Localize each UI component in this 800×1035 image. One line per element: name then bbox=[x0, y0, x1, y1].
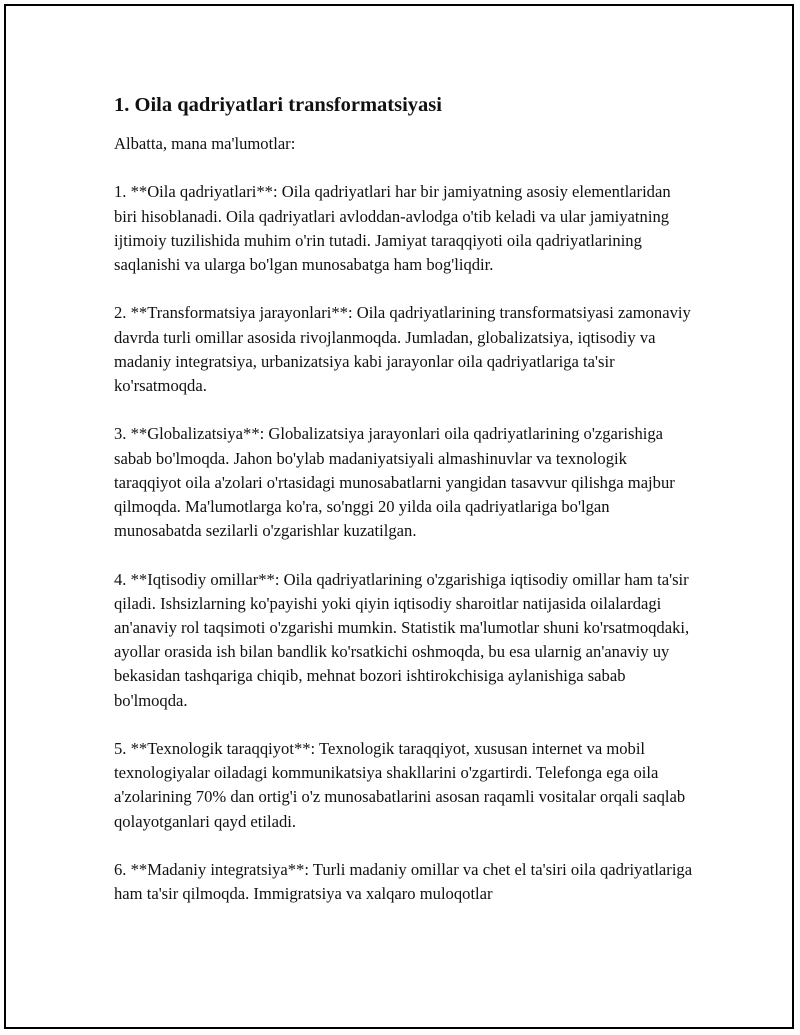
paragraph-1: 1. **Oila qadriyatlari**: Oila qadriyatlari har bir jamiyatning asosiy elementlaridan biri hisoblanadi. Oila qadriyatlari avloddan-avlodga o'tib keladi va ular jamiyatning ijtimoiy tuzilishida muhim o'rin tutadi. Jamiyat taraqqiyoti oila qadriyatlarining saqlanishi va ularga bo'lgan munosabatga ham bog'liqdir. bbox=[114, 182, 671, 274]
document-title: 1. Oila qadriyatlari transformatsiyasi bbox=[114, 94, 442, 116]
paragraph-3: 3. **Globalizatsiya**: Globalizatsiya jarayonlari oila qadriyatlarining o'zgarishiga sabab bo'lmoqda. Jahon bo'ylab madaniyatsiyali almashinuvlar va texnologik taraqqiyot oila a'zolari o'rtasidagi munosabatlarni yangidan tasavvur qilishga majbur qilmoqda. Ma'lumotlarga ko'ra, so'nggi 20 yilda oila qadriyatlariga bo'lgan munosabatda sezilarli o'zgarishlar kuzatilgan. bbox=[114, 424, 675, 541]
paragraph-4: 4. **Iqtisodiy omillar**: Oila qadriyatlarining o'zgarishiga iqtisodiy omillar ham ta'sir qiladi. Ishsizlarning ko'payishi yoki qiyin iqtisodiy sharoitlar natijasida oilalardagi an'anaviy rol taqsimoti o'zgarishi mumkin. Statistik ma'lumotlar shuni ko'rsatmoqdaki, ayollar orasida ish bilan bandlik ko'rsatkichi oshmoqda, bu esa ularnig an'anaviy uy bekasidan tashqariga chiqib, mehnat bozori ishtirokchisiga aylanishiga sabab bo'lmoqda. bbox=[114, 569, 690, 710]
intro-text: Albatta, mana ma'lumotlar: bbox=[114, 134, 296, 153]
paragraph-6: 6. **Madaniy integratsiya**: Turli madaniy omillar va chet el ta'siri oila qadriyatlariga ham ta'sir qilmoqda. Immigratsiya va xalqaro muloqotlar bbox=[114, 860, 693, 904]
paragraph-5: 5. **Texnologik taraqqiyot**: Texnologik taraqqiyot, xususan internet va mobil texnologiyalar oiladagi kommunikatsiya shakllarini o'zgartirdi. Telefonga ega oila a'zolarining 70% dan ortig'i o'z munosabatlarini asosan raqamli vositalar orqali saqlab qolayotganlari qayd etiladi. bbox=[114, 739, 686, 831]
paragraph-2: 2. **Transformatsiya jarayonlari**: Oila qadriyatlarining transformatsiyasi zamonaviy davrda turli omillar asosida rivojlanmoqda. Jumladan, globalizatsiya, iqtisodiy va madaniy integratsiya, urbanizatsiya kabi jarayonlar oila qadriyatlariga ta'sir ko'rsatmoqda. bbox=[114, 303, 691, 395]
document-body bbox=[114, 92, 694, 931]
